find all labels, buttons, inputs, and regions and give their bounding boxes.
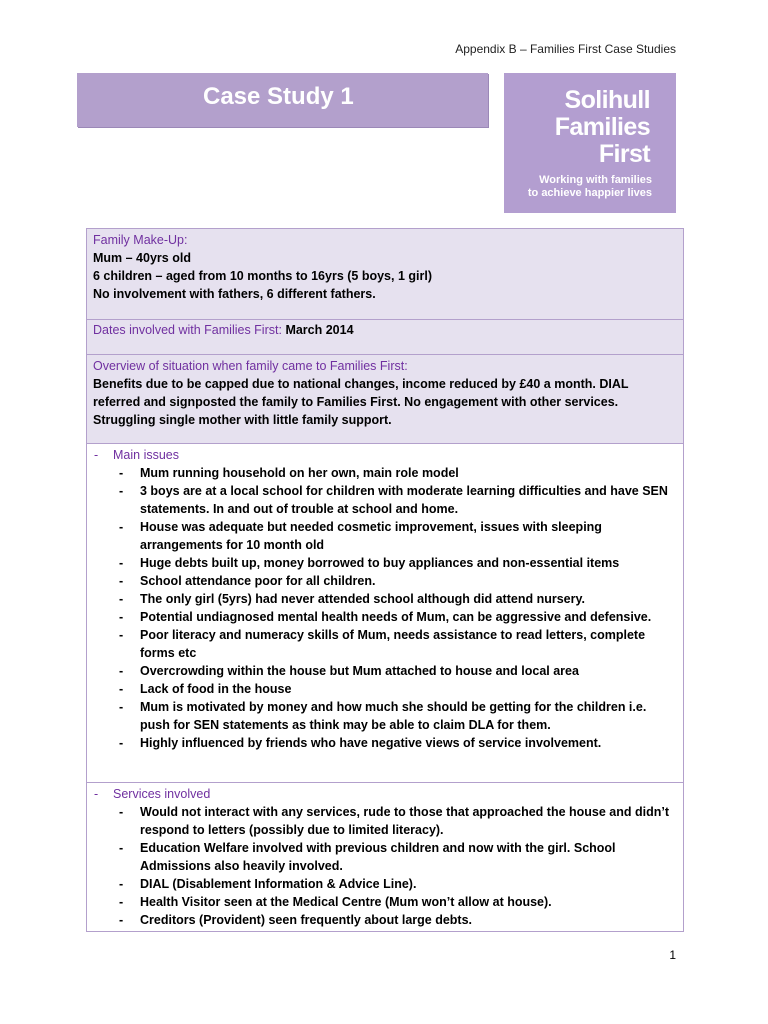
logo-tagline-1: Working with families xyxy=(539,174,652,186)
logo-line-1: Solihull xyxy=(564,86,650,114)
list-item: - DIAL (Disablement Information & Advice Line). xyxy=(140,875,677,893)
list-item: - Mum running household on her own, main role model xyxy=(140,464,677,482)
main-issues-section xyxy=(93,446,677,464)
services-list xyxy=(93,803,677,929)
dates-value: March 2014 xyxy=(285,323,354,337)
list-item: - 3 boys are at a local school for children with moderate learning difficulties and have SEN statements. In and out of trouble at school and home. xyxy=(140,482,677,518)
list-item: - Creditors (Provident) seen frequently about large debts. xyxy=(140,911,677,929)
solihull-families-first-logo xyxy=(504,73,676,213)
page-header: Appendix B – Families First Case Studies xyxy=(455,42,676,56)
main-issues-label: Main issues xyxy=(113,448,179,462)
logo-tagline-2: to achieve happier lives xyxy=(527,187,652,199)
list-item: - Overcrowding within the house but Mum attached to house and local area xyxy=(140,662,677,680)
family-line: 6 children – aged from 10 months to 16yrs (5 boys, 1 girl) xyxy=(93,269,432,283)
services-row xyxy=(87,783,684,932)
list-item: - House was adequate but needed cosmetic improvement, issues with sleeping arrangements for 10 month old xyxy=(140,518,677,554)
overview-text: Benefits due to be capped due to national changes, income reduced by £40 a month. DIAL referred and signposted the family to Families First. No engagement with other services. Struggling single mother with little family support. xyxy=(93,377,629,427)
overview-row xyxy=(87,355,684,444)
family-makeup-row xyxy=(87,229,684,320)
logo-line-2: Families xyxy=(554,113,650,141)
services-section xyxy=(93,785,677,803)
title-banner xyxy=(77,73,488,127)
list-item: - Education Welfare involved with previous children and now with the girl. School Admissions also heavily involved. xyxy=(140,839,677,875)
services-label: Services involved xyxy=(113,787,211,801)
list-item: - Would not interact with any services, rude to those that approached the house and didn’t respond to letters (possibly due to limited literacy). xyxy=(140,803,677,839)
list-item: - Highly influenced by friends who have negative views of service involvement. xyxy=(140,734,677,752)
list-item: - Poor literacy and numeracy skills of Mum, needs assistance to read letters, complete forms etc xyxy=(140,626,677,662)
case-study-table xyxy=(86,228,684,932)
logo-line-3: First xyxy=(598,140,650,168)
page-number: 1 xyxy=(669,948,676,962)
page-title: Case Study 1 xyxy=(203,83,354,110)
dates-row xyxy=(87,320,684,355)
family-line: No involvement with fathers, 6 different fathers. xyxy=(93,287,376,301)
family-line: Mum – 40yrs old xyxy=(93,251,191,265)
overview-label: Overview of situation when family came to Families First: xyxy=(93,359,408,373)
main-issues-list xyxy=(93,464,677,752)
list-item: - Health Visitor seen at the Medical Centre (Mum won’t allow at house). xyxy=(140,893,677,911)
list-item: - Huge debts built up, money borrowed to buy appliances and non-essential items xyxy=(140,554,677,572)
list-item: - Mum is motivated by money and how much she should be getting for the children i.e. push for SEN statements as think may be able to claim DLA for them. xyxy=(140,698,677,734)
family-makeup-label: Family Make-Up: xyxy=(93,233,188,247)
dates-label: Dates involved with Families First: xyxy=(93,323,282,337)
list-item: - School attendance poor for all children. xyxy=(140,572,677,590)
list-item: - The only girl (5yrs) had never attended school although did attend nursery. xyxy=(140,590,677,608)
main-issues-row xyxy=(87,444,684,783)
list-item: - Potential undiagnosed mental health needs of Mum, can be aggressive and defensive. xyxy=(140,608,677,626)
list-item: - Lack of food in the house xyxy=(140,680,677,698)
